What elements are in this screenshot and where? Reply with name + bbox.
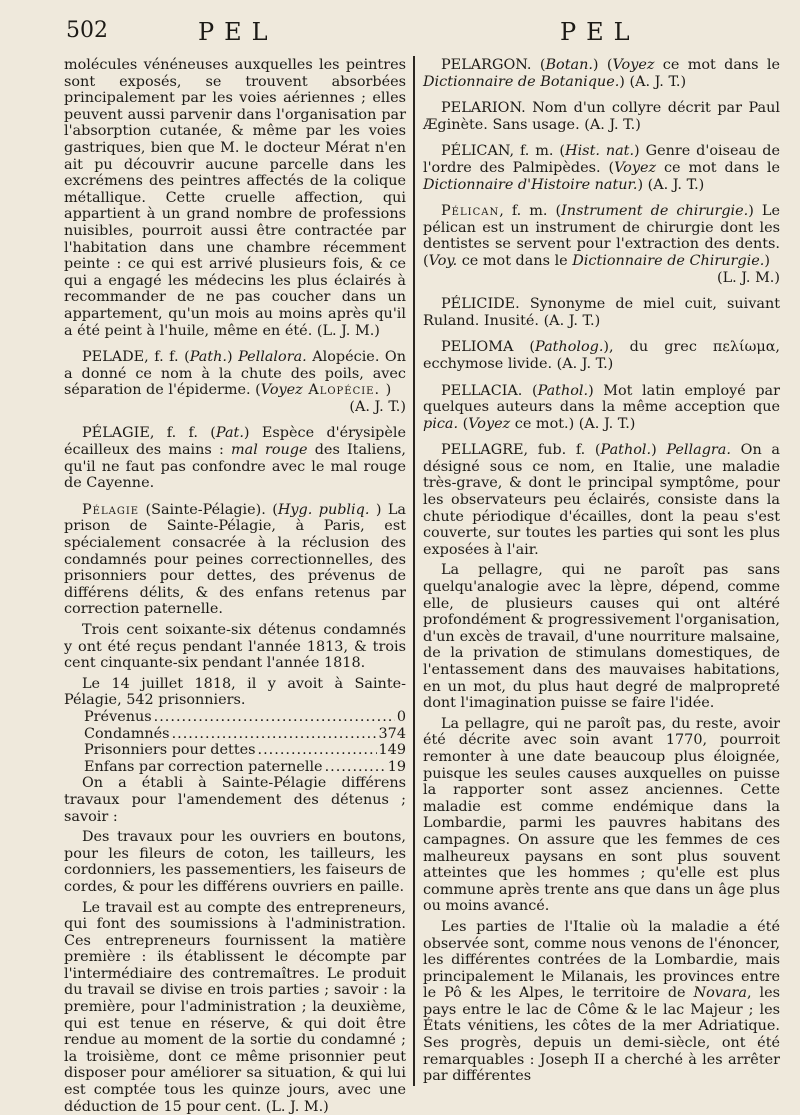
dot-leader [172,726,377,743]
pelican-body2: ce mot dans le [656,160,780,176]
pellagre-p4b: , les pays entre le lac de Côme & le lac Majeur ; les États vénitiens, les côtes de la mer Adriatique. Ses progrès, depuis un demi-siècle, ont été remarquables : Joseph II a cherché à les arrêter par différentes [423,985,780,1084]
pelade-body: Alopécie. On a donné ce nom à la chute des poils, avec séparation de l'épiderme. ( [64,349,406,398]
row-label: Enfans par correction paternelle [84,759,323,776]
entry-pelargon [423,57,780,90]
pelagie-abbr: Pat. [216,425,244,441]
pelican2-close: ) [764,253,770,269]
row-value: 0 [397,709,406,726]
sp-paragraph-4: On a établi à Sainte-Pélagie différens travaux pour l'amendement des détenus ; savoir : [64,775,406,825]
pelade-signature: (A. J. T.) [64,399,406,416]
pelican-body: ) Genre d'oiseau de l'ordre des Palmipèdes. ( [423,143,780,176]
pelican2-abbr: Instrument de chirurgie. [561,203,748,219]
right-column [423,57,780,1085]
sp-paragraph-2: Trois cent soixante-six détenus condamnés y ont été reçus pendant l'année 1813, & trois cent cinquante-six pendant l'année 1818. [64,622,406,672]
pellagre-abbr: Pathol. [601,442,652,458]
row-label: Condamnés [84,726,170,743]
entry-pelarion: PELARION. Nom d'un collyre décrit par Paul Æginète. Sans usage. (A. J. T.) [423,100,780,133]
pellacia-abbr: Pathol. [538,383,589,399]
headword-pelade: PELADE, f. f. ( [82,349,190,365]
entry-pelican-instrument [423,203,780,269]
pelargon-sign: ) (A. J. T.) [619,74,686,90]
pellagre-p4-italic: Novara [694,985,747,1001]
pelican2-body: ) Le pélican est un instrument de chirurgie dont les dentistes se servent pour l'extraction des dents. ( [423,203,780,269]
pelade-ref: Alopécie. ) [303,382,393,398]
pellagre-italic: Pellagra. [666,442,731,458]
entry-pellacia [423,383,780,433]
pelagie-italic: mal rouge [231,442,308,458]
pelican-abbr: Hist. nat. [565,143,634,159]
row-value: 374 [379,726,406,743]
pellacia-voyez: Voyez [468,416,510,432]
pelargon-dict: Dictionnaire de Botanique. [423,74,619,90]
pellagre-paragraph-4 [423,919,780,1085]
pelargon-body: ce mot dans le [654,57,780,73]
row-value: 149 [379,742,406,759]
pelican-voyez: Voyez [614,160,656,176]
column-divider [413,56,415,1086]
pelagie-body2: des Italiens, qu'il ne faut pas confondre avec le mal rouge de Cayenne. [64,442,406,491]
dot-leader [258,742,377,759]
pellacia-sign: ce mot.) (A. J. T.) [510,416,635,432]
entry-pelade [64,349,406,399]
sp-abbr: Hyg. publiq. [278,502,370,518]
headword-pelargon: PELARGON. ( [441,57,545,73]
sp-mid: (Sainte-Pélagie). ( [139,502,278,518]
dot-leader [325,759,386,776]
pelican2-body2: ce mot dans le [457,253,572,269]
row-label: Prisonniers pour dettes [84,742,256,759]
row-value: 19 [388,759,406,776]
pelade-voyez: Voyez [261,382,303,398]
entry-pellagre [423,442,780,558]
pellacia-italic: pica. [423,416,458,432]
table-row [84,742,406,759]
left-column [64,57,406,1115]
pellacia-open: ( [458,416,468,432]
sp-paragraph-5: Des travaux pour les ouvriers en boutons, pour les fileurs de coton, les tailleurs, les cordonniers, les passementiers, les faiseurs de cordes, & pour les différens ouvriers en paille. [64,829,406,895]
table-row [84,726,406,743]
pelade-mid: ) [227,349,238,365]
pelican-dict: Dictionnaire d'Histoire natur. [423,177,637,193]
page-number: 502 [66,18,108,52]
prisoner-table [64,709,406,775]
pellacia-body: ) Mot latin employé par quelques auteurs dans la même acception que [423,383,780,416]
pelioma-body: ), du grec πελίωμα, ecchymose livide. (A. J. T.) [423,339,780,372]
headword-pelican: PÉLICAN, f. m. ( [441,143,565,159]
table-row [84,759,406,776]
pelargon-voyez: Voyez [612,57,654,73]
pellagre-body: On a désigné sous ce nom, en Italie, une maladie très-grave, & dont le principal symptôme, pour les observateurs peu éclairés, consiste dans la chute périodique d'écailles, dont la peau s'est couverte, sur toutes les parties qui sont les plus exposées à l'air. [423,442,780,558]
continuation-paragraph: molécules vénéneuses auxquelles les peintres sont exposés, se trouvent absorbées principalement par les voies aériennes ; elles peuvent aussi parvenir dans l'organisation par l'absorption cutanée, & même par les voies gastriques, bien que M. le docteur Mérat n'en ait pu découvrir aucune parcelle dans les excrémens des peintres affectés de la colique métallique. Cette cruelle affection, qui appartient à un grand nombre de professions nuisibles, pourroit aussi être contractée par l'habitation dans une chambre récemment peinte : ce qui est arrivé plusieurs fois, & ce qui a engagé les médecins les plus éclairés à recommander de ne pas coucher dans un appartement, qu'un mois au moins après qu'il a été peint à l'huile, même en été. (L. J. M.) [64,57,406,339]
headword-pellagre: PELLAGRE, fub. f. ( [441,442,601,458]
pelade-abbr: Path. [190,349,227,365]
headword-pelagie: PÉLAGIE, f. f. ( [82,425,216,441]
pelade-italic: Pellalora. [238,349,307,365]
sp-paragraph-6: Le travail est au compte des entrepreneurs, qui font des soumissions à l'administration. Ces entrepreneurs fournissent la matière première : ils établissent le décompte par l'intermédiaire des contremaîtres. Le produit du travail se divise en trois parties ; savoir : la première, pour l'administration ; la deuxième, qui est tenue en réserve, & qui doit être rendue au moment de la sortie du condamné ; la troisième, dont ce même prisonnier peut disposer pour améliorer sa situation, & qui lui est comptée tous les quinze jours, avec une déduction de 15 pour cent. (L. J. M.) [64,900,406,1115]
headword-sainte-pelagie: Pélagie [82,502,139,518]
pelican2-voy: Voy. [429,253,458,269]
sp-paragraph-3: Le 14 juillet 1818, il y avoit à Sainte-Pélagie, 542 prisonniers. [64,676,406,709]
pellagre-paragraph-3: La pellagre, qui ne paroît pas, du reste, avoir été décrite avec soin avant 1770, pourroit remonter à une date beaucoup plus éloignée, puisque les seules causes auxquelles on puisse la rapporter sont assez anciennes. Cette maladie est comme endémique dans la Lombardie, parmi les pauvres habitans des campagnes. On assure que les femmes de ces malheureux paysans en sont plus souvent atteintes que les hommes ; qu'elle est plus commune après trente ans que dans un âge plus ou moins avancé. [423,716,780,915]
pelican-sign: ) (A. J. T.) [637,177,704,193]
pellagre-p4a: Les parties de l'Italie où la maladie a été observée sont, comme nous venons de l'énoncer, les différentes contrées de la Lombardie, mais principalement le Milanais, les provinces entre le Pô & les Alpes, le territoire de [423,919,780,1001]
pellagre-paragraph-2: La pellagre, qui ne paroît pas sans quelqu'analogie avec la lèpre, dépend, comme elle, de plusieurs causes qui ont altéré profondément & progressivement l'organisation, d'un excès de travail, d'une nourriture malsaine, de la privation de stimulans domestiques, de l'entassement dans des mauvaises habitations, en un mot, du plus haut degré de malpropreté dont l'imagination puisse se faire l'idée. [423,562,780,711]
pelargon-mid: ) ( [593,57,613,73]
sp-body: ) La prison de Sainte-Pélagie, à Paris, est spécialement consacrée à la réclusion des condamnés pour peines correctionnelles, des prisonniers pour dettes, des prévenus de différens délits, & des enfans retenus par correction paternelle. [64,502,406,618]
pelican2-signature: (L. J. M.) [423,270,780,287]
pellagre-mid: ) [651,442,666,458]
running-head-right: PEL [560,18,640,52]
pelioma-abbr: Patholog. [535,339,603,355]
pelican2-dict: Dictionnaire de Chirurgie. [572,253,764,269]
table-row [84,709,406,726]
entry-pelagie [64,425,406,491]
headword-pelioma: PELIOMA ( [441,339,535,355]
entry-pelicide: PÉLICIDE. Synonyme de miel cuit, suivant Ruland. Inusité. (A. J. T.) [423,296,780,329]
pelagie-body1: ) Espèce d'érysipèle écailleux des mains : [64,425,406,458]
pelican2-mid: , f. m. ( [499,203,561,219]
pelargon-abbr: Botan. [545,57,592,73]
row-label: Prévenus [84,709,152,726]
dot-leader [154,709,395,726]
entry-sainte-pelagie [64,502,406,618]
running-head-left: PEL [198,18,278,52]
headword-pellacia: PELLACIA. ( [441,383,538,399]
headword-pelican-instrument: Pélican [441,203,499,219]
entry-pelioma [423,339,780,372]
entry-pelican [423,143,780,193]
